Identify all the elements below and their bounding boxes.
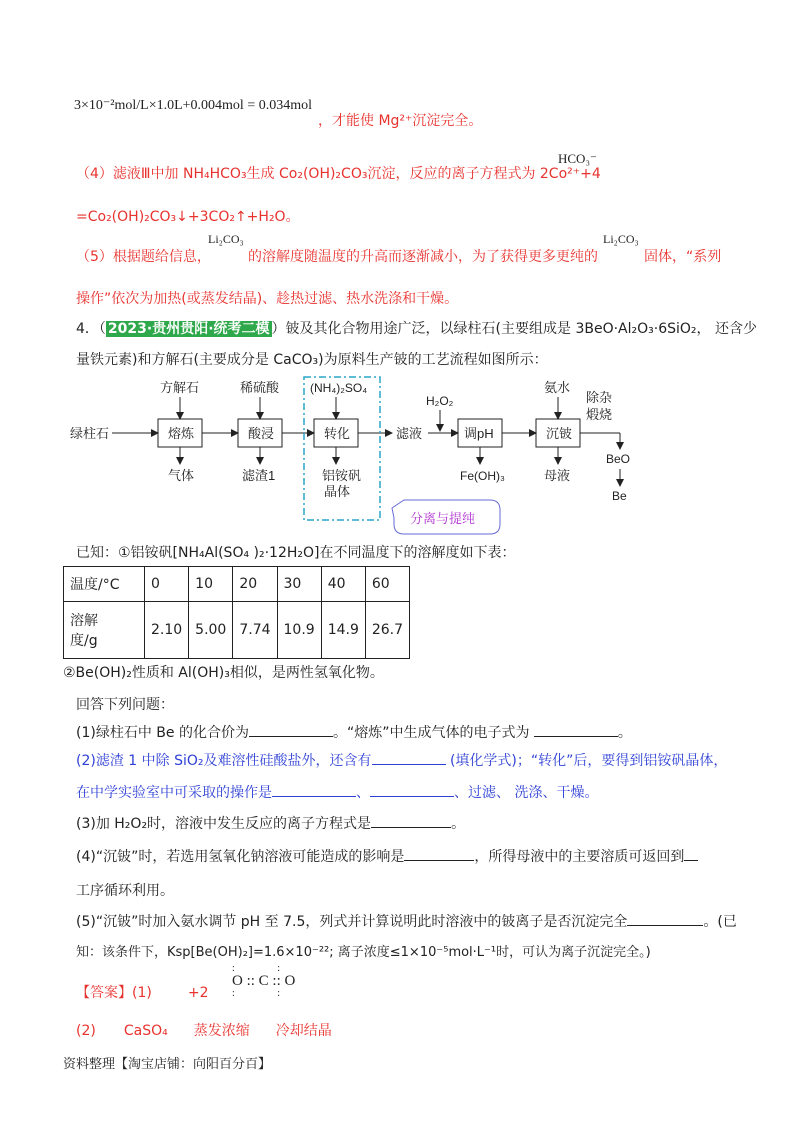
q3-text-b: 。 [451,816,466,832]
table-cell: 14.9 [321,602,365,659]
q4-text-b: ，所得母液中的主要溶质可返回到 [474,849,685,865]
lewis-formula: O :: C :: O [232,973,296,989]
label-out3a: 铝铵矾 [322,468,362,483]
answer-1-num: (1) [132,985,152,1001]
hco3-formula: HCO₃⁻ [558,151,597,166]
q1-text-b: 。“熔炼”中生成气体的电子式为 [332,725,530,741]
table-cell: 60 [365,567,409,602]
q2-text-b: (填化学式)；“转化”后，要得到铝铵矾晶体， [449,753,728,769]
table-row [64,567,410,602]
answer-part4-line: （4）滤液Ⅲ中加 NH₄HCO₃生成 Co₂(OH)₂CO₃沉淀，反应的离子方程式为 2Co²⁺+4 [76,166,601,182]
table-cell: 30 [277,567,321,602]
question-2-line1 [76,750,727,770]
label-product2: Be [612,489,627,503]
row-head-b: 度/g [70,633,98,649]
label-box5: 沉铍 [546,426,573,441]
label-out3b: 晶体 [324,484,351,499]
q4-text-a: (4)“沉铍”时，若选用氢氧化钠溶液可能造成的影响是 [76,849,405,865]
table-cell [64,602,145,659]
answer-part4-eq: =Co₂(OH)₂CO₃↓+3CO₂↑+H₂O。 [76,209,300,225]
table-cell: 5.00 [189,602,233,659]
answer-line-2 [76,1020,332,1040]
answer-blank[interactable] [404,846,474,861]
question-stem: ）铍及其化合物用途广泛，以绿柱石(主要组成是 3BeO·Al₂O₃·6SiO₂， 还含少 [271,321,757,337]
label-in1: 方解石 [160,380,200,395]
q3-text-a: (3)加 H₂O₂时，溶液中发生反应的离子方程式是 [76,816,372,832]
table-cell: 40 [321,567,365,602]
footer-credit: 资料整理【淘宝店铺：向阳百分百】 [63,1057,272,1072]
source-tag: 2023·贵州贵阳·统考二模 [107,321,270,337]
label-out4: Fe(OH)₃ [460,469,505,483]
label-side1: 除杂 [586,390,613,405]
q5-text-b: 。(已 [703,914,737,930]
table-cell: 10.9 [277,602,321,659]
li2co3-formula-1: Li₂CO₃ [208,232,244,246]
answer-part5-a: （5）根据题给信息， [76,249,211,265]
label-in3: (NH₄)₂SO₄ [310,381,368,395]
answer-2-v1: CaSO₄ [123,1023,168,1039]
answer-blank[interactable] [372,750,446,765]
answer-line-1 [76,982,208,1002]
label-side2: 煅烧 [586,407,613,422]
table-row [64,602,410,659]
answer-part5-c: 固体，“系列 [644,249,722,265]
table-cell: 温度/°C [64,567,145,602]
label-out5: 母液 [544,468,571,483]
q2-text-c: 在中学实验室中可采取的操作是 [76,785,272,801]
answer-blank[interactable] [627,911,703,926]
table-cell: 20 [233,567,277,602]
row-head-a: 溶解 [70,613,98,629]
q1-text-a: (1)绿柱石中 Be 的化合价为 [76,725,249,741]
label-box1: 熔炼 [168,426,195,441]
answer-label: 【答案】 [76,985,132,1001]
answer-blank[interactable] [272,782,356,797]
answer-blank[interactable] [371,813,451,828]
answer-blank[interactable] [249,722,333,737]
process-flowchart [60,372,740,537]
q5-text-a: (5)“沉铍”时加入氨水调节 pH 至 7.5，列式并计算说明此时溶液中的铍离子是否沉淀完全 [76,914,628,930]
answer-1-value: +2 [187,985,209,1001]
table-cell: 2.10 [145,602,189,659]
q2-text-e: 、过滤、 洗涤、干燥。 [454,785,599,801]
answer-part5-b: 的溶解度随温度的升高而逐渐减小，为了获得更多更纯的 [248,249,598,265]
label-out2: 滤渣1 [242,468,276,483]
li2co3-formula-2: Li₂CO₃ [603,232,639,246]
label-out1: 气体 [168,468,195,483]
label-start: 绿柱石 [70,426,110,441]
question-5-line2: 知：该条件下，Ksp[Be(OH)₂]=1.6×10⁻²²; 离子浓度≤1×10⁻⁵mol·L⁻¹时，可认为离子沉淀完全。) [76,945,651,960]
table-cell: 0 [145,567,189,602]
question-3 [76,813,465,833]
table-cell: 26.7 [365,602,409,659]
answer-text-tail: ，才能使 Mg²⁺沉淀完全。 [318,113,483,129]
answer-2-num: (2) [76,1023,96,1039]
q2-text-a: (2)滤渣 1 中除 SiO₂及难溶性硅酸盐外，还含有 [76,753,372,769]
answer-blank[interactable] [370,782,454,797]
label-callout: 分离与提纯 [410,511,476,526]
label-mid: 滤液 [396,426,423,441]
answer-part5-d: 操作”依次为加热(或蒸发结晶)、趁热过滤、热水洗涤和干燥。 [76,291,459,307]
lewis-structure: : : O :: C :: O : : [232,963,296,999]
questions-intro: 回答下列问题： [76,697,174,713]
label-product1: BeO [606,452,631,466]
label-in2: 稀硫酸 [240,380,280,395]
question-number: 4．（ [76,321,106,337]
q2-text-d: 、 [356,785,370,801]
solubility-table [63,566,410,659]
table-cell: 10 [189,567,233,602]
label-box3: 转化 [324,426,351,441]
label-in5: 氨水 [544,380,571,395]
question-4-line2: 工序循环利用。 [76,883,174,899]
label-box2: 酸浸 [248,426,275,441]
formula-line: 3×10⁻²mol/L×1.0L+0.004mol = 0.034mol [74,98,312,113]
question-5-line1 [76,911,737,931]
q1-text-c: 。 [617,725,632,741]
answer-blank[interactable] [534,722,618,737]
question-4-header [76,318,757,338]
question-stem-line2: 量铁元素)和方解石(主要成分是 CaCO₃)为原料生产铍的工艺流程如图所示： [76,352,548,368]
question-2-line2 [76,782,598,802]
label-in4: H₂O₂ [426,394,454,408]
known-line-1: 已知：①铝铵矾[NH₄Al(SO₄ )₂·12H₂O]在不同温度下的溶解度如下表： [76,545,516,561]
answer-blank[interactable] [684,846,698,861]
question-4-line1 [76,846,698,866]
answer-2-v3: 冷却结晶 [275,1023,332,1039]
label-box4: 调pH [464,426,494,441]
question-1 [76,722,632,742]
table-cell: 7.74 [233,602,277,659]
answer-2-v2: 蒸发浓缩 [193,1023,250,1039]
known-line-2: ②Be(OH)₂性质和 Al(OH)₃相似，是两性氢氧化物。 [63,665,384,681]
